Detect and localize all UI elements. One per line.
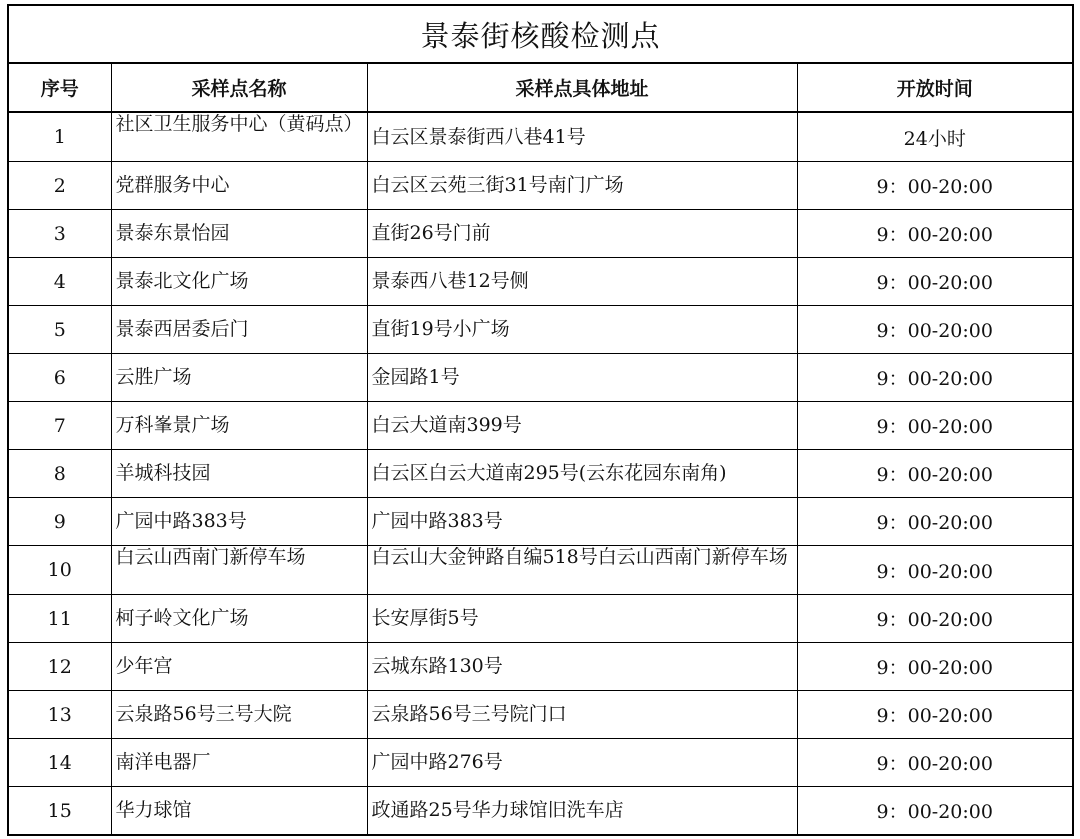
site-address: 白云区白云大道南295号(云东花园东南角) [367, 450, 797, 498]
header-address: 采样点具体地址 [367, 63, 797, 112]
open-hours: 9：00-20:00 [797, 691, 1073, 739]
site-name: 景泰东景怡园 [111, 210, 367, 258]
site-address: 白云山大金钟路自编518号白云山西南门新停车场 [367, 546, 797, 595]
site-name: 羊城科技园 [111, 450, 367, 498]
table-row [8, 402, 1073, 450]
row-index: 13 [8, 691, 111, 739]
site-name: 云泉路56号三号大院 [111, 691, 367, 739]
table-row [8, 258, 1073, 306]
site-address: 广园中路276号 [367, 739, 797, 787]
site-name: 柯子岭文化广场 [111, 595, 367, 643]
row-index: 7 [8, 402, 111, 450]
open-hours: 9：00-20:00 [797, 450, 1073, 498]
testing-sites-table [7, 4, 1074, 836]
site-address: 景泰西八巷12号侧 [367, 258, 797, 306]
open-hours: 9：00-20:00 [797, 595, 1073, 643]
open-hours: 9：00-20:00 [797, 546, 1073, 595]
row-index: 9 [8, 498, 111, 546]
site-name: 云胜广场 [111, 354, 367, 402]
table-row [8, 306, 1073, 354]
site-address: 长安厚街5号 [367, 595, 797, 643]
row-index: 4 [8, 258, 111, 306]
open-hours: 9：00-20:00 [797, 498, 1073, 546]
table-row [8, 739, 1073, 787]
open-hours: 9：00-20:00 [797, 354, 1073, 402]
row-index: 1 [8, 112, 111, 162]
site-name: 华力球馆 [111, 787, 367, 836]
table-row [8, 210, 1073, 258]
open-hours: 9：00-20:00 [797, 210, 1073, 258]
page-title: 景泰街核酸检测点 [8, 5, 1073, 63]
header-index: 序号 [8, 63, 111, 112]
open-hours: 9：00-20:00 [797, 643, 1073, 691]
table-row [8, 450, 1073, 498]
site-name: 白云山西南门新停车场 [111, 546, 367, 595]
site-address: 云泉路56号三号院门口 [367, 691, 797, 739]
site-name: 社区卫生服务中心（黄码点） [111, 112, 367, 162]
site-address: 直街19号小广场 [367, 306, 797, 354]
open-hours: 24小时 [797, 112, 1073, 162]
row-index: 8 [8, 450, 111, 498]
table-row [8, 162, 1073, 210]
row-index: 3 [8, 210, 111, 258]
site-name: 景泰北文化广场 [111, 258, 367, 306]
table-row [8, 546, 1073, 595]
site-name: 南洋电器厂 [111, 739, 367, 787]
site-address: 白云大道南399号 [367, 402, 797, 450]
site-name: 景泰西居委后门 [111, 306, 367, 354]
open-hours: 9：00-20:00 [797, 739, 1073, 787]
row-index: 2 [8, 162, 111, 210]
open-hours: 9：00-20:00 [797, 306, 1073, 354]
table-row [8, 595, 1073, 643]
site-address: 云城东路130号 [367, 643, 797, 691]
table-row [8, 691, 1073, 739]
open-hours: 9：00-20:00 [797, 787, 1073, 836]
site-name: 党群服务中心 [111, 162, 367, 210]
site-address: 白云区景泰街西八巷41号 [367, 112, 797, 162]
table-row [8, 643, 1073, 691]
header-site-name: 采样点名称 [111, 63, 367, 112]
table-row [8, 498, 1073, 546]
table-row [8, 354, 1073, 402]
row-index: 6 [8, 354, 111, 402]
site-address: 金园路1号 [367, 354, 797, 402]
site-address: 政通路25号华力球馆旧洗车店 [367, 787, 797, 836]
site-address: 广园中路383号 [367, 498, 797, 546]
open-hours: 9：00-20:00 [797, 258, 1073, 306]
open-hours: 9：00-20:00 [797, 162, 1073, 210]
table-row [8, 787, 1073, 836]
site-address: 直街26号门前 [367, 210, 797, 258]
site-name: 少年宫 [111, 643, 367, 691]
open-hours: 9：00-20:00 [797, 402, 1073, 450]
site-address: 白云区云苑三街31号南门广场 [367, 162, 797, 210]
row-index: 12 [8, 643, 111, 691]
row-index: 10 [8, 546, 111, 595]
site-name: 广园中路383号 [111, 498, 367, 546]
row-index: 14 [8, 739, 111, 787]
row-index: 11 [8, 595, 111, 643]
header-row [8, 63, 1073, 112]
row-index: 5 [8, 306, 111, 354]
header-hours: 开放时间 [797, 63, 1073, 112]
row-index: 15 [8, 787, 111, 836]
table-row [8, 112, 1073, 162]
site-name: 万科峯景广场 [111, 402, 367, 450]
